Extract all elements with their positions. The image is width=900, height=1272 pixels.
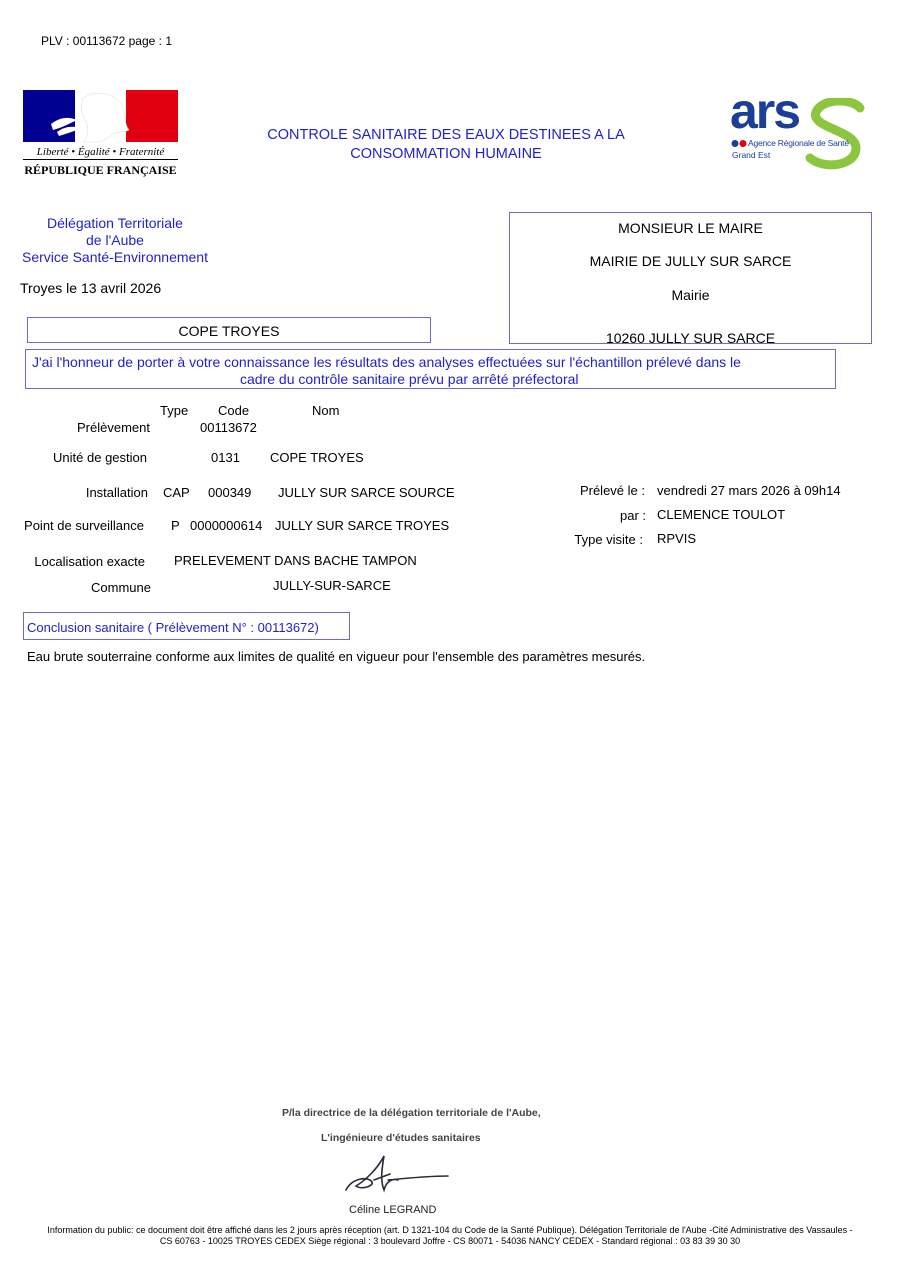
- marianne-icon: [23, 90, 178, 146]
- ars-logo: [730, 83, 870, 172]
- sender-block: [15, 215, 215, 266]
- ars-dots-icon: [731, 139, 749, 148]
- type-visite-value: RPVIS: [657, 531, 697, 546]
- sender-line-3: Service Santé-Environnement: [22, 249, 208, 265]
- intro-box: [25, 349, 836, 389]
- handwritten-signature: [338, 1150, 458, 1198]
- installation-type: CAP: [163, 485, 190, 500]
- ars-region: Grand Est: [732, 150, 771, 160]
- preleve-value: vendredi 27 mars 2026 à 09h14: [657, 483, 841, 498]
- par-value: CLEMENCE TOULOT: [657, 507, 786, 522]
- rf-motto: Liberté • Égalité • Fraternité: [36, 146, 165, 158]
- plv-page-line: PLV : 00113672 page : 1: [41, 34, 172, 48]
- point-type: P: [171, 518, 180, 533]
- recipient-line-1: MONSIEUR LE MAIRE: [618, 220, 763, 236]
- point-label: Point de surveillance: [24, 518, 144, 533]
- recipient-line-2: MAIRIE DE JULLY SUR SARCE: [589, 253, 792, 269]
- title-line-1: CONTROLE SANITAIRE DES EAUX DESTINEES A LA: [267, 127, 625, 143]
- header-code: Code: [218, 403, 250, 418]
- conclusion-title: Conclusion sanitaire ( Prélèvement N° : 00113672): [27, 620, 319, 635]
- ars-agency: Agence Régionale de Santé: [748, 138, 849, 148]
- unite-nom: COPE TROYES: [270, 450, 364, 465]
- signatory-name: Céline LEGRAND: [349, 1204, 437, 1216]
- commune-value: JULLY-SUR-SARCE: [273, 578, 391, 593]
- localisation-label: Localisation exacte: [34, 554, 145, 569]
- prelevement-code: 00113672: [200, 420, 257, 435]
- point-code: 0000000614: [190, 518, 263, 533]
- document-title: [220, 126, 672, 164]
- recipient-box: [509, 212, 872, 344]
- ars-s-icon: [802, 98, 868, 172]
- cope-box: [27, 317, 431, 343]
- republique-francaise-logo: [23, 90, 178, 182]
- unite-code: 0131: [211, 450, 240, 465]
- sender-line-2: de l'Aube: [86, 232, 144, 248]
- commune-label: Commune: [91, 580, 151, 595]
- intro-line-1: J'ai l'honneur de porter à votre connaissance les résultats des analyses effectuées sur l'échantillon prélevé dans le: [32, 354, 741, 370]
- title-line-2: CONSOMMATION HUMAINE: [350, 146, 542, 162]
- intro-line-2: cadre du contrôle sanitaire prévu par arrêté préfectoral: [240, 371, 579, 387]
- signature-line-2: L'ingénieure d'études sanitaires: [321, 1132, 481, 1144]
- rf-name: RÉPUBLIQUE FRANÇAISE: [24, 163, 177, 177]
- signature-line-1: P/la directrice de la délégation territoriale de l'Aube,: [282, 1107, 541, 1119]
- header-type: Type: [160, 403, 189, 418]
- ars-letters: ars: [730, 83, 800, 139]
- type-visite-label: Type visite :: [574, 532, 643, 547]
- conclusion-box: [23, 612, 350, 640]
- sender-line-1: Délégation Territoriale: [47, 215, 183, 231]
- prelevement-label: Prélèvement: [77, 420, 150, 435]
- installation-nom: JULLY SUR SARCE SOURCE: [278, 485, 455, 500]
- recipient-line-4: 10260 JULLY SUR SARCE: [605, 330, 776, 346]
- installation-code: 000349: [208, 485, 252, 500]
- preleve-label: Prélevé le :: [579, 483, 645, 498]
- cope-label: COPE TROYES: [178, 323, 280, 339]
- conclusion-text: Eau brute souterraine conforme aux limites de qualité en vigueur pour l'ensemble des paramètres mesurés.: [27, 649, 646, 664]
- recipient-line-3: Mairie: [671, 287, 710, 303]
- header-nom: Nom: [312, 403, 340, 418]
- installation-label: Installation: [85, 485, 148, 500]
- footer-line-2: CS 60763 - 10025 TROYES CEDEX Siège régional : 3 boulevard Joffre - CS 80071 - 54036 NANCY CEDEX - Standard régional : 03 83 39 30 30: [159, 1236, 741, 1246]
- unite-label: Unité de gestion: [53, 450, 147, 465]
- localisation-value: PRELEVEMENT DANS BACHE TAMPON: [174, 553, 417, 568]
- footer-line-1: Information du public: ce document doit être affiché dans les 2 jours après réception (art. D 1321-104 du Code de la Santé Publique). Délégation Territoriale de l'Aube -Cité Administrative des Vassaules -: [47, 1225, 853, 1235]
- par-label: par :: [619, 508, 646, 523]
- point-nom: JULLY SUR SARCE TROYES: [275, 518, 450, 533]
- letter-date: Troyes le 13 avril 2026: [20, 280, 162, 296]
